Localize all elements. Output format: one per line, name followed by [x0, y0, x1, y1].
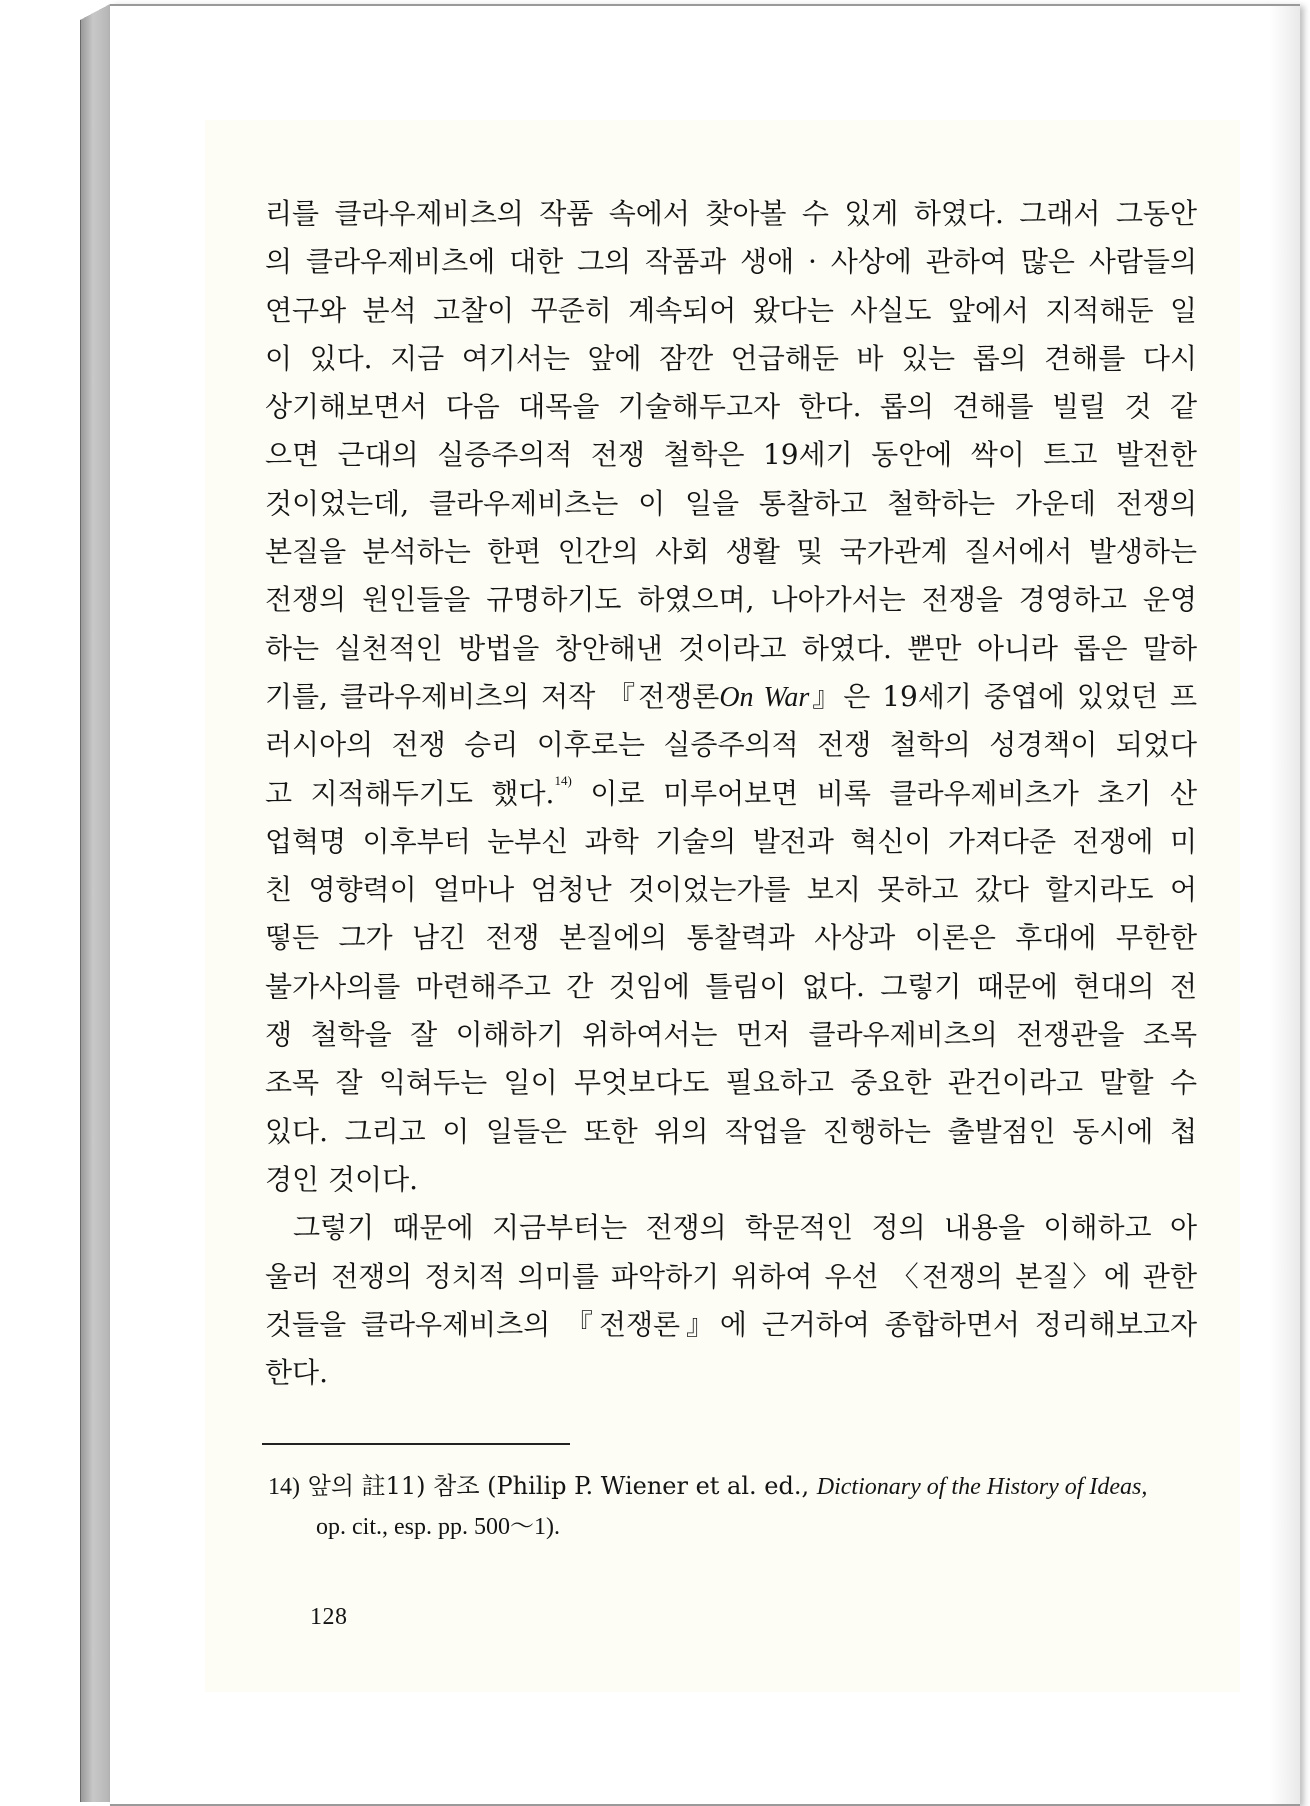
text-fragment: 이로 미루어보면 비록 클라우제비츠가 초기 산 [571, 776, 1197, 810]
footnote-label: 14) [268, 1474, 300, 1500]
footnote-reference: 14) [554, 772, 572, 788]
text-line [265, 673, 1197, 721]
text-line: 으면 근대의 실증주의적 전쟁 철학은 19세기 동안에 싹이 트고 발전한 [265, 438, 1197, 472]
text-line: 리를 클라우제비츠의 작품 속에서 찾아볼 수 있게 하였다. 그래서 그동안 [265, 197, 1197, 230]
text-fragment: 』은 19세기 중엽에 있었던 프 [809, 679, 1197, 713]
text-line: 쟁 철학을 잘 이해하기 위하여서는 먼저 클라우제비츠의 전쟁관을 조목 [265, 1018, 1197, 1052]
text-line: 한다. [265, 1356, 328, 1390]
text-line: 조목 잘 익혀두는 일이 무엇보다도 필요하고 중요한 관건이라고 말할 수 [265, 1066, 1197, 1100]
text-line: 경인 것이다. [265, 1162, 419, 1196]
book-spine-corner [80, 4, 110, 20]
text-line: 친 영향력이 얼마나 엄청난 것이었는가를 보지 못하고 갔다 할지라도 어 [265, 873, 1197, 907]
text-line: 떻든 그가 남긴 전쟁 본질에의 통찰력과 사상과 이론은 후대에 무한한 [265, 921, 1197, 955]
footnote-line [268, 1466, 1200, 1507]
text-line: 업혁명 이후부터 눈부신 과학 기술의 발전과 혁신이 가져다준 전쟁에 미 [265, 824, 1197, 858]
text-line: 연구와 분석 고찰이 꾸준히 계속되어 왔다는 사실도 앞에서 지적해둔 일 [265, 293, 1197, 327]
text-line: 것들을 클라우제비츠의 『전쟁론』에 근거하여 종합하면서 정리해보고자 [265, 1307, 1197, 1341]
text-line: 그렇기 때문에 지금부터는 전쟁의 학문적인 정의 내용을 이해하고 아 [293, 1211, 1197, 1245]
text-line: 것이었는데, 클라우제비츠는 이 일을 통찰하고 철학하는 가운데 전쟁의 [265, 486, 1197, 520]
text-line: 있다. 그리고 이 일들은 또한 위의 작업을 진행하는 출발점인 동시에 첩 [265, 1114, 1197, 1148]
footnote-book-title: Dictionary of the History of Ideas, [816, 1474, 1148, 1500]
text-line: 전쟁의 원인들을 규명하기도 하였으며, 나아가서는 전쟁을 경영하고 운영 [265, 583, 1197, 617]
text-line: 상기해보면서 다음 대목을 기술해두고자 한다. 롭의 견해를 빌릴 것 같 [265, 390, 1197, 424]
footnote-reference-text: 앞의 註11) 참조 (Philip P. Wiener et al. ed., [307, 1472, 817, 1500]
text-line: 불가사의를 마련해주고 간 것임에 틀림이 없다. 그렇기 때문에 현대의 전 [265, 969, 1197, 1003]
book-title-on-war: On War [719, 681, 810, 713]
text-line: 본질을 분석하는 한편 인간의 사회 생활 및 국가관계 질서에서 발생하는 [265, 535, 1197, 569]
footnote-line: op. cit., esp. pp. 500～1). [316, 1514, 560, 1540]
footnote-divider [262, 1443, 570, 1445]
page-number: 128 [310, 1604, 348, 1630]
text-line [265, 770, 1197, 818]
text-fragment: 기를, 클라우제비츠의 저작 『전쟁론 [265, 679, 720, 713]
book-spine [80, 4, 111, 1802]
text-line: 하는 실천적인 방법을 창안해낸 것이라고 하였다. 뿐만 아니라 롭은 말하 [265, 631, 1197, 665]
text-line: 이 있다. 지금 여기서는 앞에 잠깐 언급해둔 바 있는 롭의 견해를 다시 [265, 341, 1197, 375]
text-line: 의 클라우제비츠에 대한 그의 작품과 생애 · 사상에 관하여 많은 사람들의 [265, 245, 1197, 279]
text-fragment: 고 지적해두기도 했다. [265, 776, 555, 810]
page-edge-shadow [1270, 6, 1300, 1804]
body-text [265, 190, 1197, 1397]
footnote [268, 1466, 1200, 1547]
text-line: 울러 전쟁의 정치적 의미를 파악하기 위하여 우선 〈전쟁의 본질〉에 관한 [265, 1259, 1197, 1293]
text-line: 러시아의 전쟁 승리 이후로는 실증주의적 전쟁 철학의 성경책이 되었다 [265, 728, 1197, 762]
